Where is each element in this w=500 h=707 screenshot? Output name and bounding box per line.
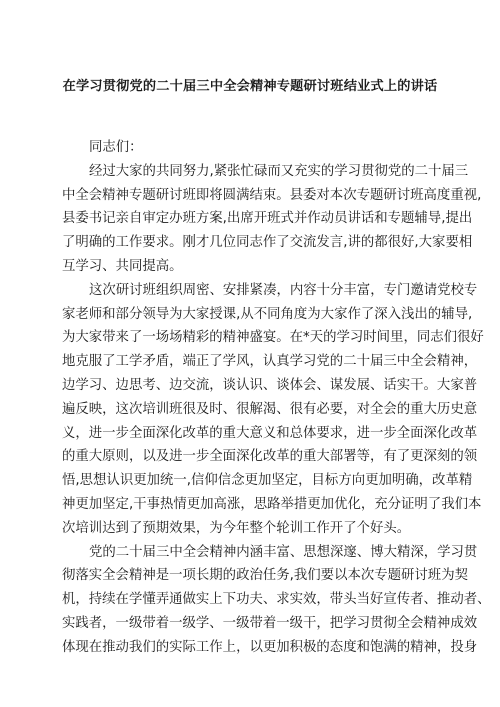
- body-line: 机，持续在学懂弄通做实上下功夫、求实效，带头当好宣传者、推动者、: [62, 592, 491, 608]
- body-line: 神更加坚定,干事热情更加高涨，思路举措更加优化，充分证明了我们本: [62, 496, 482, 512]
- body-line: 悟,思想认识更加统一,信仰信念更加坚定，目标方向更加明确，改革精: [62, 473, 473, 489]
- body-line: 遍反映，这次培训班很及时、很解渴、很有必要，对全会的重大历史意: [62, 401, 478, 417]
- body-line: 体现在推动我们的实际工作上，以更加积极的态度和饱满的精神，投身: [62, 639, 478, 655]
- body-line: 彻落实全会精神是一项长期的政治任务,我们要以本次专题研讨班为契: [62, 568, 468, 584]
- body-line: 边学习、边思考、边交流，谈认识、谈体会、谋发展、话实干。大家普: [62, 377, 478, 393]
- body-line: 地克服了工学矛盾，端正了学风，认真学习党的二十届三中全会精神，: [62, 354, 478, 370]
- body-line: 互学习、共同提高。: [62, 258, 183, 274]
- body-line: 义，进一步全面深化改革的重大意义和总体要求，进一步全面深化改革: [62, 425, 478, 441]
- body-line: 同志们：: [89, 140, 143, 155]
- body-line: 县委书记亲自审定办班方案,出席开班式并作动员讲话和专题辅导,提出: [62, 211, 473, 227]
- body-line: 了明确的工作要求。刚才几位同志作了交流发言,讲的都很好,大家要相: [62, 235, 473, 251]
- document-body: [62, 136, 491, 660]
- body-line: 中全会精神专题研讨班即将圆满结束。县委对本次专题研讨班高度重视,: [62, 187, 482, 203]
- body-line: 经过大家的共同努力,紧张忙碌而又充实的学习贯彻党的二十届三: [89, 163, 469, 179]
- body-line: 家老师和部分领导为大家授课,从不同角度为大家作了深入浅出的辅导,: [62, 306, 473, 322]
- body-line: 的重大原则，以及进一步全面深化改革的重大部署等，有了更深刻的领: [62, 449, 478, 465]
- body-line: 为大家带来了一场场精彩的精神盛宴。在*天的学习时间里，同志们很好: [62, 330, 484, 346]
- body-line: 这次研讨班组织周密、安排紧凑，内容十分丰富，专门邀请党校专: [89, 282, 478, 298]
- body-line: 党的二十届三中全会精神内涵丰富、思想深邃、博大精深，学习贯: [89, 544, 478, 560]
- body-line: 次培训达到了预期效果，为今年整个轮训工作开了个好头。: [62, 520, 411, 536]
- document-title: 在学习贯彻党的二十届三中全会精神专题研讨班结业式上的讲话: [62, 79, 438, 94]
- body-line: 实践者，一级带着一级学、一级带着一级干，把学习贯彻全会精神成效: [62, 615, 478, 631]
